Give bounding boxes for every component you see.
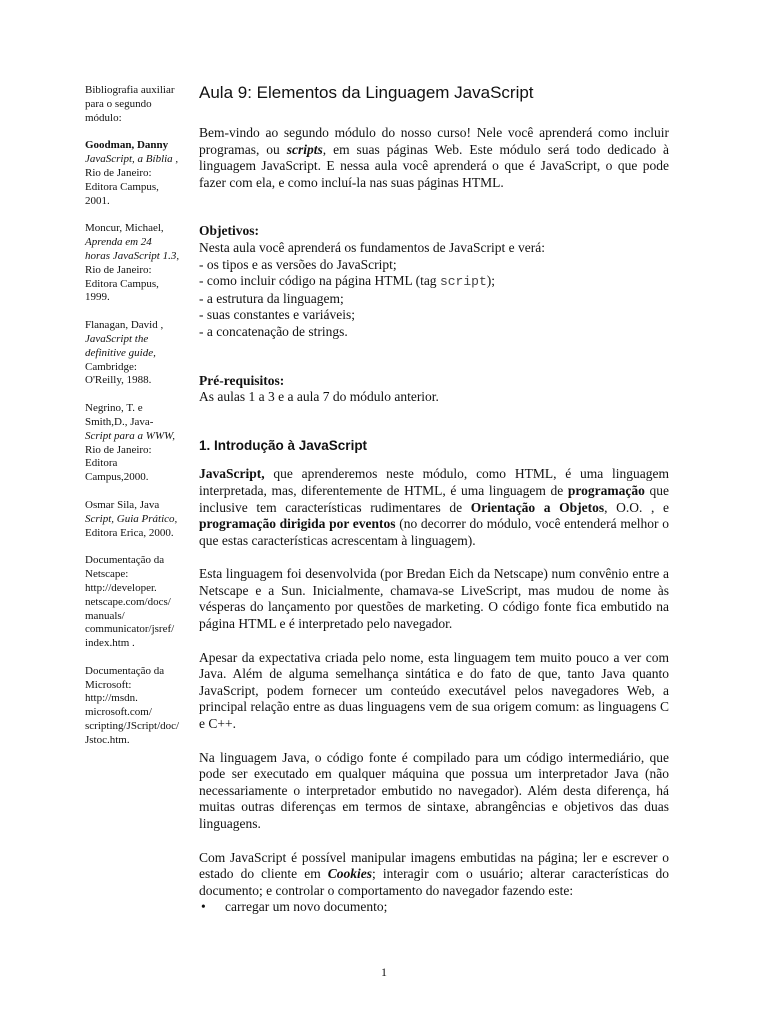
objective-item: - suas constantes e variáveis; [199, 307, 355, 323]
capabilities-list [199, 899, 669, 916]
body-paragraph: Esta linguagem foi desenvolvida (por Bredan Eich da Netscape) num convênio entre a Netscape e a Sun. Inicialmente, chamava-se LiveScript, mas mudou de nome às vésperas do lançamento por questões de marketing. O código fonte fica embutido na página HTML e é interpretado pelo navegador. [199, 566, 669, 632]
objective-item: - a concatenação de strings. [199, 323, 348, 339]
list-item: • carregar um novo documento; [213, 899, 669, 916]
script-tag-code: script [439, 274, 487, 290]
prerequisites-section: Pré-requisitos: As aulas 1 a 3 e a aula 7 do módulo anterior. [199, 373, 669, 406]
section-heading: 1. Introdução à JavaScript [199, 437, 368, 453]
reference-moncur: Moncur, Michael, Aprenda em 24 horas JavaScript 1.3, Rio de Janeiro: Editora Campus, 1999. [85, 222, 180, 304]
scripts-emphasis: scripts [286, 141, 323, 157]
prerequisites-heading: Pré-requisitos: [199, 372, 285, 388]
reference-osmar: Osmar Sila, Java Script, Guia Prático, Editora Erica, 2000. [85, 498, 178, 539]
bibliography-heading: Bibliografia auxiliar para o segundo módulo: [85, 84, 175, 124]
objectives-section: Objetivos: Nesta aula você aprenderá os fundamentos de JavaScript e verá: - os tipos e as versões do JavaScript; - como incluir código na página HTML (tag script); - a estrutura da linguagem; - suas constantes e variáveis; - a concatenação de strings. [199, 223, 669, 340]
intro-paragraph: Bem-vindo ao segundo módulo do nosso curso! Nele você aprenderá como incluir programas, ou scripts, em suas páginas Web. Este módulo será todo dedicado à linguagem JavaScript. E nessa aula você aprenderá o que é JavaScript, o que pode fazer com ela, e como incluí-la nas suas páginas HTML. [199, 125, 670, 190]
body-paragraph: Apesar da expectativa criada pelo nome, esta linguagem tem muito pouco a ver com Java. Além de alguma semelhança sintática e do fato de que, tanto Java quanto JavaScript, podem fornecer um conteúdo executável pelos navegadores Web, a principal relação entre as duas linguagens vem de sua origem comum: as linguagens C e C++. [199, 649, 669, 732]
reference-negrino: Negrino, T. e Smith,D., Java- Script para a WWW, Rio de Janeiro: Editora Campus,2000. [85, 402, 176, 484]
reference-microsoft-docs: Documentação da Microsoft: http://msdn. microsoft.com/ scripting/JScript/doc/ Jstoc.htm. [85, 664, 180, 746]
body-paragraph: Na linguagem Java, o código fonte é compilado para um código intermediário, que pode ser executado em qualquer máquina que possua um interpretador Java (não necessariamente o interpretador embutido no navegador). Além desta diferença, há muitas outras diferenças em termos de sintaxe, abrangências e objetivos das duas linguagens. [199, 749, 669, 831]
objective-item: - a estrutura da linguagem; [199, 290, 344, 306]
body-paragraph: Com JavaScript é possível manipular imagens embutidas na página; ler e escrever o estado do cliente em Cookies; interagir com o usuário; alterar características do documento; e controlar o comportamento do navegador fazendo este: [199, 849, 669, 898]
objectives-heading: Objetivos: [199, 223, 259, 239]
body-paragraph: JavaScript, que aprenderemos neste módulo, como HTML, é uma linguagem interpretada, mas, diferentemente de HTML, é uma linguagem de programação que inclusive tem características rudimentares de Orientação a Objetos, O.O. , e programação dirigida por eventos (no decorrer do módulo, você entenderá melhor o que estas características acrescentam à linguagem). [199, 466, 669, 548]
objective-item: - os tipos e as versões do JavaScript; [199, 256, 397, 272]
page-number: 1 [381, 965, 387, 979]
reference-flanagan: Flanagan, David , JavaScript the definitive guide, Cambridge: O'Reilly, 1988. [85, 319, 164, 387]
sidebar-bibliography [85, 84, 190, 762]
reference-netscape-docs: Documentação da Netscape: http://developer. netscape.com/docs/ manuals/ communicator/jsref/ index.htm . [85, 554, 175, 650]
cookies-emphasis: Cookies [327, 866, 373, 882]
reference-goodman: Goodman, Danny JavaScript, a Bíblia , Rio de Janeiro: Editora Campus, 2001. [85, 139, 179, 207]
objective-item: - como incluir código na página HTML (tag script); [199, 273, 495, 290]
main-content [199, 83, 669, 916]
page-title: Aula 9: Elementos da Linguagem JavaScript [199, 83, 534, 102]
